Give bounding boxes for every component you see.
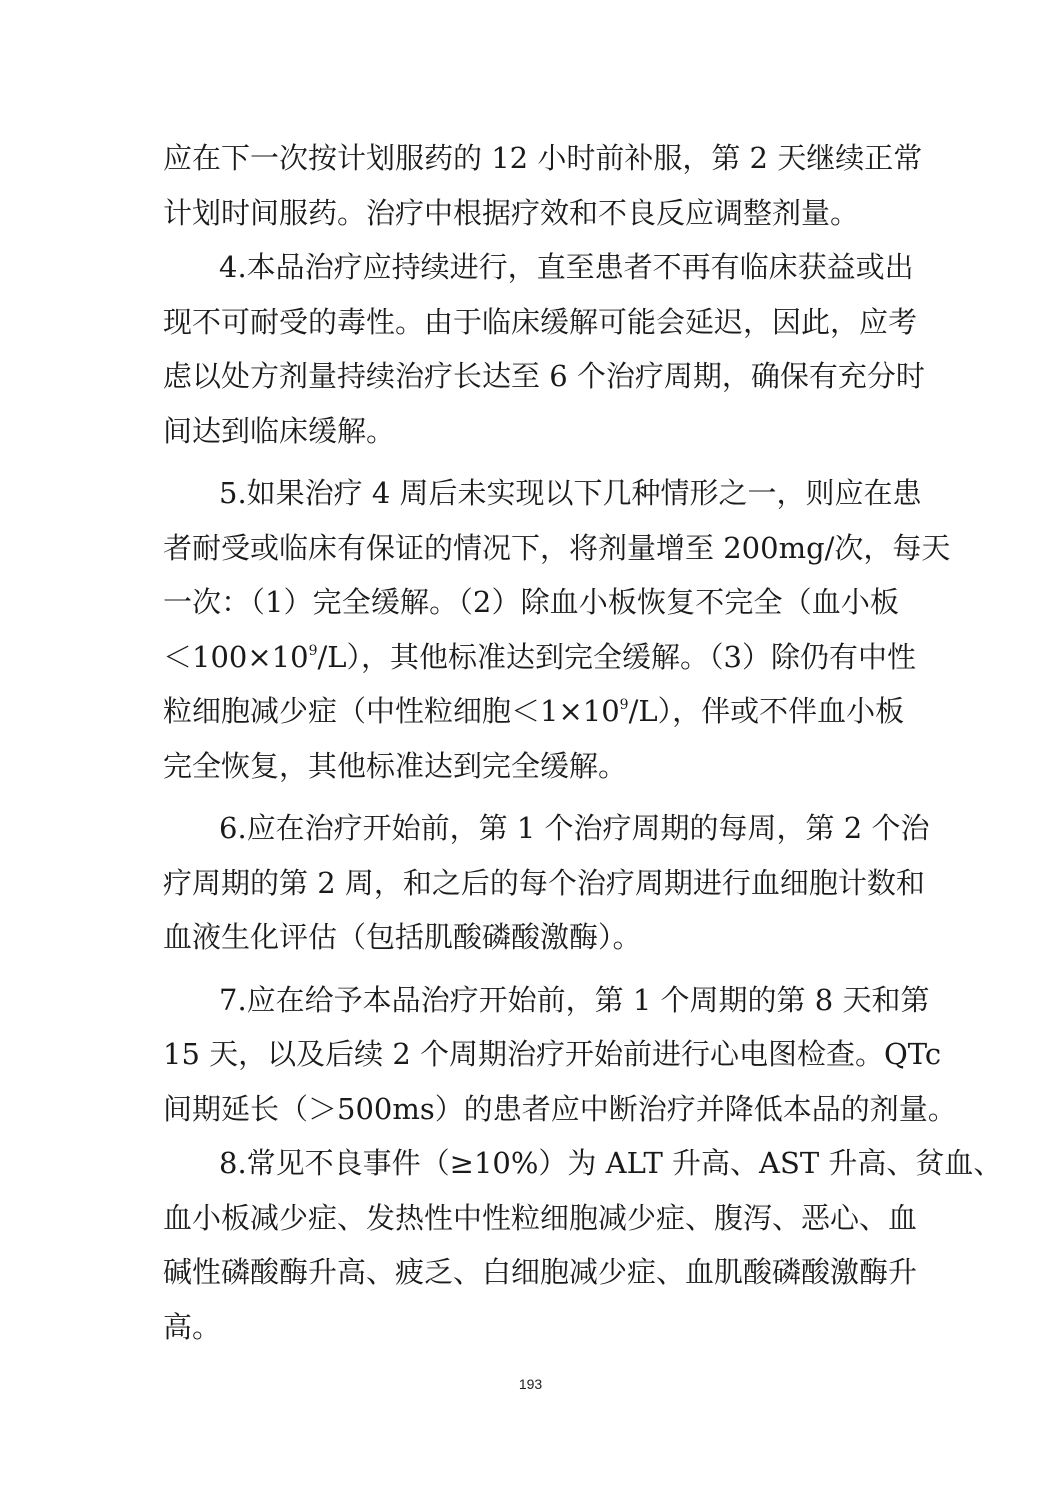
text-line: 应在下一次按计划服药的 12 小时前补服，第 2 天继续正常 <box>163 141 923 175</box>
document-body <box>163 131 1003 1354</box>
page-number: 193 <box>518 1376 543 1392</box>
text-line: 完全恢复，其他标准达到完全缓解。 <box>163 748 628 783</box>
text-line: 7.应在给予本品治疗开始前，第 1 个周期的第 8 天和第 <box>219 982 930 1017</box>
text-line: 15 天，以及后续 2 个周期治疗开始前进行心电图检查。QTc <box>163 1037 942 1071</box>
paragraph <box>163 131 923 240</box>
paragraph <box>163 801 930 965</box>
text-line <box>163 684 905 739</box>
text-line: 计划时间服药。治疗中根据疗效和不良反应调整剂量。 <box>163 195 860 230</box>
text-line: 碱性磷酸酶升高、疲乏、白细胞减少症、血肌酸磷酸激酶升 <box>163 1255 918 1289</box>
text-line: 间期延长（＞500ms）的患者应中断治疗并降低本品的剂量。 <box>163 1091 957 1126</box>
text-segment: 粒细胞减少症（中性粒细胞＜1×10 <box>163 694 620 728</box>
text-line: 血小板减少症、发热性中性粒细胞减少症、腹泻、恶心、血 <box>163 1200 918 1235</box>
text-line: 4.本品治疗应持续进行，直至患者不再有临床获益或出 <box>219 250 914 284</box>
text-line: 者耐受或临床有保证的情况下，将剂量增至 200mg/次，每天 <box>163 530 951 565</box>
text-line: 6.应在治疗开始前，第 1 个治疗周期的每周，第 2 个治 <box>219 811 930 845</box>
paragraph <box>163 466 951 793</box>
text-line: 疗周期的第 2 周，和之后的每个治疗周期进行血细胞计数和 <box>163 865 925 900</box>
text-segment: /L），其他标准达到完全缓解。（3）除仍有中性 <box>317 639 916 674</box>
text-line: 血液生化评估（包括肌酸磷酸激酶）。 <box>163 920 642 954</box>
text-line: 一次：（1）完全缓解。（2）除血小板恢复不完全（血小板 <box>163 585 899 619</box>
paragraph <box>163 973 957 1137</box>
text-segment: /L），伴或不伴血小板 <box>628 694 905 728</box>
text-segment: ＜100×10 <box>163 639 309 674</box>
text-line <box>163 630 916 685</box>
text-line: 8.常见不良事件（≥10%）为 ALT 升高、AST 升高、贫血、 <box>219 1146 1003 1180</box>
text-line: 虑以处方剂量持续治疗长达至 6 个治疗周期，确保有充分时 <box>163 359 925 393</box>
text-line: 高。 <box>163 1309 222 1344</box>
paragraph <box>163 240 925 458</box>
superscript: 9 <box>308 642 318 659</box>
superscript: 9 <box>619 697 629 713</box>
text-line: 5.如果治疗 4 周后未实现以下几种情形之一，则应在患 <box>219 476 922 510</box>
paragraph <box>163 1136 1003 1354</box>
text-line: 现不可耐受的毒性。由于临床缓解可能会延迟，因此，应考 <box>163 304 918 339</box>
text-line: 间达到临床缓解。 <box>163 413 396 448</box>
